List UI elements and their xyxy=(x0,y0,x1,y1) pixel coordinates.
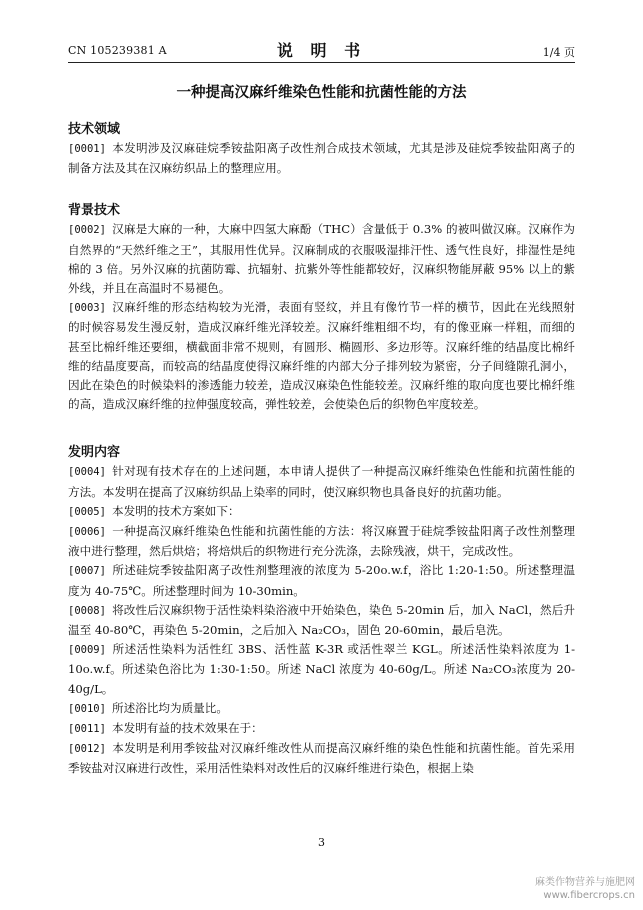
paragraph xyxy=(68,462,575,501)
paragraph xyxy=(68,699,575,719)
paragraph-number: [0001] xyxy=(68,143,106,155)
paragraph-text: 汉麻纤维的形态结构较为光滑，表面有竖纹，并且有像竹节一样的横节，因此在光线照射的时候容易发生漫反射，造成汉麻纤维光泽较差。汉麻纤维粗细不均，有的像亚麻一样粗，而细的甚至比棉纤维还要细，横截面非常不规则，有圆形、椭圆形、多边形等。汉麻纤维的结晶度比棉纤维的结晶度要高，而较高的结晶度使得汉麻纤维的内部大分子排列较为紧密，分子间缝隙孔洞小，因此在染色的时候染料的渗透能力较差，造成汉麻染色性能较差。汉麻纤维的取向度也要比棉纤维的高，造成汉麻纤维的拉伸强度较高，弹性较差，会使染色后的织物色牢度较差。 xyxy=(68,300,575,412)
paragraph-text: 本发明的技术方案如下： xyxy=(112,503,240,518)
paragraph-text: 所述活性染料为活性红 3BS、活性蓝 K-3R 或活性翠兰 KGL。所述活性染料浓度为 1-10o.w.f。所述染色浴比为 1:30-1:50。所述 NaCl 浓度为 40-60g/L。所述 Na₂CO₃浓度为 20-40g/L。 xyxy=(68,642,575,696)
document-type: 说 明 书 xyxy=(276,41,367,60)
paragraph-number: [0009] xyxy=(68,644,106,657)
paragraph-text: 将改性后汉麻织物于活性染料染浴液中开始染色，染色 5-20min 后，加入 NaCl，然后升温至 40-80℃，再染色 5-20min，之后加入 Na₂CO₃，固色 20-60min，最后皂洗。 xyxy=(68,602,575,638)
paragraph-number: [0007] xyxy=(68,565,106,578)
paragraph-text: 本发明是利用季铵盐对汉麻纤维改性从而提高汉麻纤维的染色性能和抗菌性能。首先采用季铵盐对汉麻进行改性，采用活性染料对改性后的汉麻纤维进行染色，根据上染 xyxy=(68,741,575,776)
paragraph xyxy=(68,220,575,298)
patent-number: CN 105239381 A xyxy=(68,44,167,57)
page-indicator: 1/4 页 xyxy=(542,46,575,59)
paragraph xyxy=(68,640,575,699)
paragraph-number: [0008] xyxy=(68,604,106,617)
paragraph-text: 本发明有益的技术效果在于： xyxy=(112,721,263,736)
paragraph-text: 所述浴比均为质量比。 xyxy=(112,700,228,715)
document-title: 一种提高汉麻纤维染色性能和抗菌性能的方法 xyxy=(176,85,467,101)
paragraph-text: 本发明涉及汉麻硅烷季铵盐阳离子改性剂合成技术领域，尤其是涉及硅烷季铵盐阳离子的制备方法及其在汉麻纺织品上的整理应用。 xyxy=(68,141,575,176)
watermark-site-name: 麻类作物营养与施肥网 xyxy=(535,877,635,888)
paragraph-text: 汉麻是大麻的一种，大麻中四氢大麻酚（THC）含量低于 0.3% 的被叫做汉麻。汉麻作为自然界的“天然纤维之王”，其服用性优异。汉麻制成的衣服吸湿排汗性、透气性良好，排湿性是纯棉的 3 倍。另外汉麻的抗菌防霉、抗辐射、抗紫外等性能都较好，汉麻织物能屏蔽 95% 以上的紫外线，并且在高温时不易褪色。 xyxy=(68,222,575,296)
document-body xyxy=(68,120,575,779)
paragraph-text: 所述硅烷季铵盐阳离子改性剂整理液的浓度为 5-20o.w.f，浴比 1:20-1:50。所述整理温度为 40-75℃。所述整理时间为 10-30min。 xyxy=(68,563,575,598)
paragraph-text: 一种提高汉麻纤维染色性能和抗菌性能的方法：将汉麻置于硅烷季铵盐阳离子改性剂整理液中进行整理，然后烘焙；将焙烘后的织物进行充分洗涤，去除残液，烘干，完成改性。 xyxy=(68,524,575,559)
paragraph-number: [0004] xyxy=(68,466,106,479)
site-watermark xyxy=(515,876,635,902)
paragraph xyxy=(68,522,575,561)
paragraph-number: [0010] xyxy=(68,702,106,715)
paragraph-number: [0005] xyxy=(68,505,106,518)
paragraph-text: 针对现有技术存在的上述问题，本申请人提供了一种提高汉麻纤维染色性能和抗菌性能的方法。本发明在提高了汉麻纺织品上染率的同时，使汉麻织物也具备良好的抗菌功能。 xyxy=(68,464,575,499)
page-header xyxy=(68,38,575,60)
paragraph-number: [0012] xyxy=(68,743,106,756)
section-heading: 发明内容 xyxy=(68,445,121,461)
paragraph-number: [0006] xyxy=(68,526,106,539)
header-divider xyxy=(68,62,575,63)
paragraph xyxy=(68,739,575,778)
section-heading: 背景技术 xyxy=(68,203,121,219)
paragraph-number: [0003] xyxy=(68,302,106,315)
paragraph-number: [0011] xyxy=(68,723,106,736)
paragraph xyxy=(68,502,575,522)
paragraph-number: [0002] xyxy=(68,224,106,237)
section-heading: 技术领域 xyxy=(68,122,121,137)
paragraph xyxy=(68,601,575,640)
watermark-url: www.fibercrops.cn xyxy=(543,890,635,901)
page-number: 3 xyxy=(318,836,325,849)
paragraph xyxy=(68,561,575,600)
paragraph xyxy=(68,298,575,414)
paragraph xyxy=(68,719,575,739)
paragraph xyxy=(68,139,575,178)
